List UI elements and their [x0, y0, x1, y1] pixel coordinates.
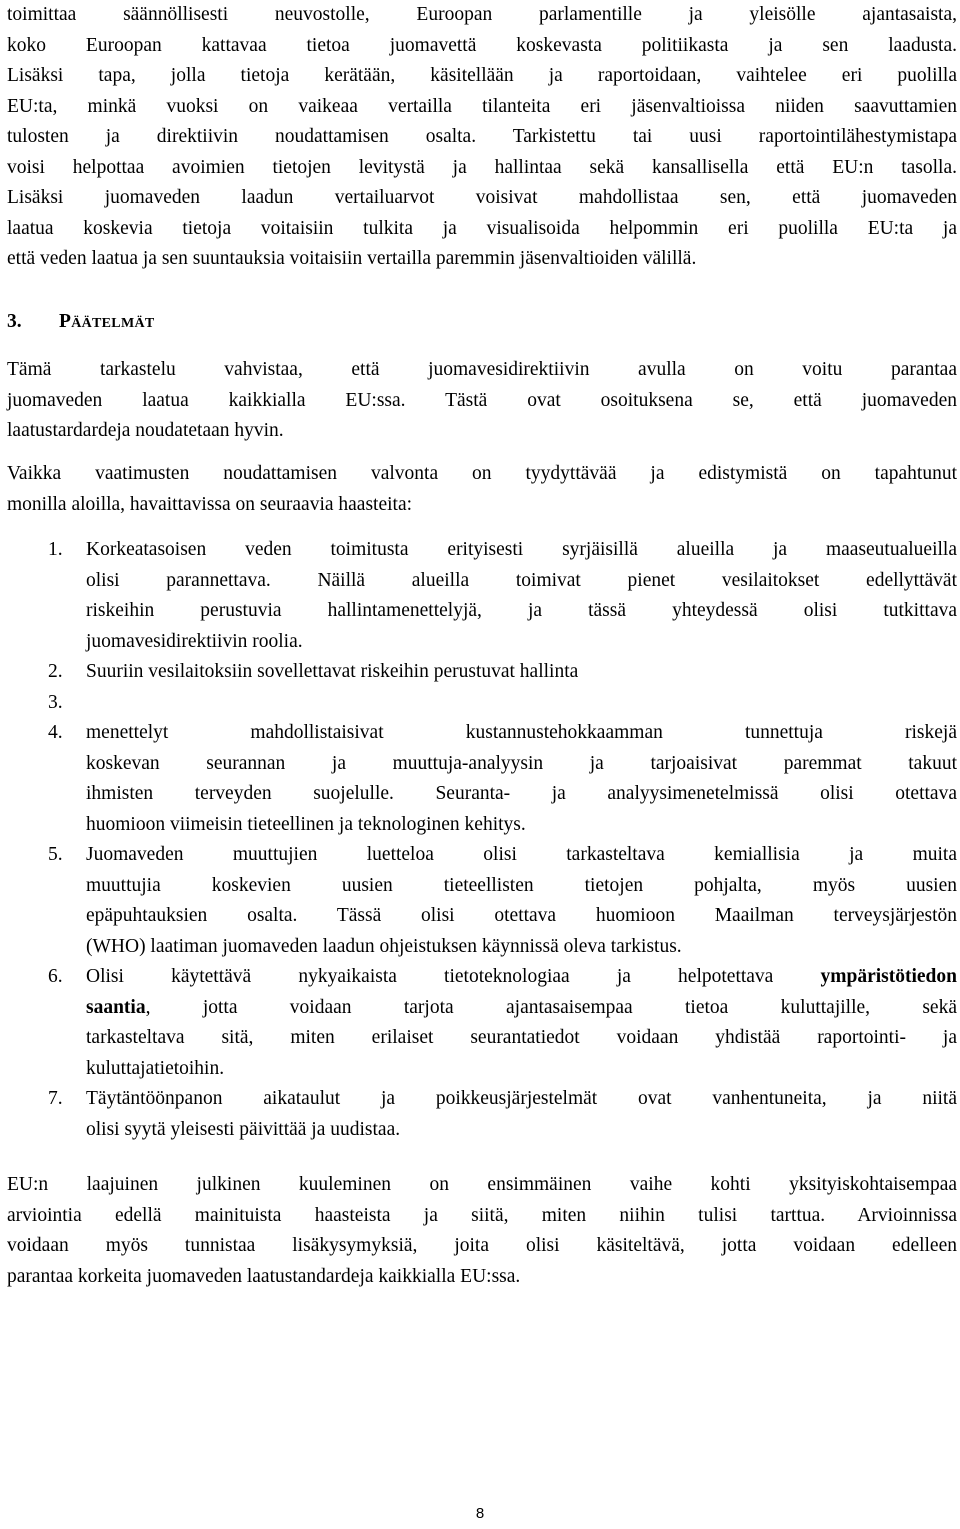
list-number: 1.	[48, 539, 63, 560]
challenges-list	[0, 535, 960, 1145]
list-number: 6.	[48, 966, 63, 987]
text-line: riskeihin perustuvia hallintamenettelyjä, ja tässä yhteydessä olisi tutkittava	[86, 600, 957, 621]
list-number: 3.	[48, 691, 63, 713]
list-item	[0, 657, 960, 688]
list-item	[0, 962, 960, 1084]
text-line: juomaveden laatua kaikkialla EU:ssa. Tästä ovat osoituksena se, että juomaveden	[7, 389, 957, 411]
text-line	[86, 962, 957, 993]
text-line: huomioon viimeisin tieteellinen ja teknologinen kehitys.	[86, 813, 526, 835]
text-line: menettelyt mahdollistaisivat kustannustehokkaamman tunnettuja riskejä	[86, 722, 957, 743]
text-line: että veden laatua ja sen suuntauksia voitaisiin vertailla paremmin jäsenvaltioiden välillä.	[7, 248, 697, 269]
challenges-paragraph	[7, 459, 957, 520]
text-line: parantaa korkeita juomaveden laatustandardeja kaikkialla EU:ssa.	[7, 1265, 521, 1287]
list-number: 4.	[48, 722, 63, 743]
text-line: Suuriin vesilaitoksiin sovellettavat riskeihin perustuvat hallinta	[86, 661, 579, 682]
text-line: tarkasteltava sitä, miten erilaiset seurantatiedot voidaan yhdistää raportointi- ja	[86, 1027, 957, 1048]
text-line: ihmisten terveyden suojelulle. Seuranta- ja analyysimenetelmissä olisi otettava	[86, 783, 957, 804]
list-item	[0, 1084, 960, 1145]
text-line: voidaan myös tunnistaa lisäkysymyksiä, joita olisi käsiteltävä, jotta voidaan edelleen	[7, 1235, 957, 1256]
text-line	[86, 993, 957, 1024]
page-number: 8	[475, 1505, 485, 1522]
emphasis-text: ympäristötiedon	[820, 966, 957, 987]
text-line: toimittaa säännöllisesti neuvostolle, Euroopan parlamentille ja yleisölle ajantasaista,	[7, 4, 957, 25]
text-line: monilla aloilla, havaittavissa on seuraavia haasteita:	[7, 493, 413, 515]
final-paragraph	[7, 1170, 957, 1292]
text-line: koko Euroopan kattavaa tietoa juomavettä koskevasta politiikasta ja sen laadusta.	[7, 34, 957, 56]
conclusion-paragraph	[7, 355, 957, 447]
text-fragment: Olisi käytettävä nykyaikaista tietoteknologiaa ja helpotettava	[86, 966, 821, 987]
text-line: tulosten ja direktiivin noudattamisen osalta. Tarkistettu tai uusi raportointilähestymistapa	[7, 126, 957, 147]
list-item	[0, 688, 960, 719]
text-line	[86, 688, 957, 719]
text-line: Lisäksi juomaveden laadun vertailuarvot voisivat mahdollistaa sen, että juomaveden	[7, 187, 957, 208]
list-item	[0, 535, 960, 657]
text-line: Lisäksi tapa, jolla tietoja kerätään, käsitellään ja raportoidaan, vaihtelee eri puolilla	[7, 65, 957, 86]
text-line: koskevan seurannan ja muuttuja-analyysin ja tarjoaisivat paremmat takuut	[86, 752, 957, 774]
text-line: Tämä tarkastelu vahvistaa, että juomavesidirektiivin avulla on voitu parantaa	[7, 359, 957, 380]
text-line: voisi helpottaa avoimien tietojen levitystä ja hallintaa sekä kansallisella että EU:n tasolla.	[7, 156, 957, 178]
text-line: (WHO) laatiman juomaveden laadun ohjeistuksen käynnissä oleva tarkistus.	[86, 935, 682, 957]
text-line: olisi parannettava. Näillä alueilla toimivat pienet vesilaitokset edellyttävät	[86, 569, 957, 591]
intro-paragraph	[7, 0, 957, 275]
text-line: Korkeatasoisen veden toimitusta erityisesti syrjäisillä alueilla ja maaseutualueilla	[86, 539, 957, 560]
list-item	[0, 718, 960, 840]
list-number: 5.	[48, 844, 63, 865]
text-line: epäpuhtauksien osalta. Tässä olisi otettava huomioon Maailman terveysjärjestön	[86, 905, 957, 926]
text-line: juomavesidirektiivin roolia.	[86, 630, 303, 652]
section-number: 3.	[7, 311, 22, 332]
text-line: laatustardardeja noudatetaan hyvin.	[7, 420, 284, 441]
list-number: 2.	[48, 661, 63, 682]
text-line: olisi syytä yleisesti päivittää ja uudistaa.	[86, 1118, 401, 1140]
section-heading	[7, 311, 155, 333]
text-line: muuttujia koskevien uusien tieteellisten tietojen pohjalta, myös uusien	[86, 874, 957, 896]
text-line: Täytäntöönpanon aikataulut ja poikkeusjärjestelmät ovat vanhentuneita, ja niitä	[86, 1088, 957, 1109]
emphasis-text: saantia	[86, 996, 146, 1018]
text-line: arviointia edellä mainituista haasteista ja siitä, miten niihin tulisi tarttua. Arvioinnissa	[7, 1204, 957, 1226]
list-number: 7.	[48, 1088, 63, 1109]
text-line: laatua koskevia tietoja voitaisiin tulkita ja visualisoida helpommin eri puolilla EU:ta ja	[7, 217, 957, 239]
list-item	[0, 840, 960, 962]
text-line: Juomaveden muuttujien luetteloa olisi tarkasteltava kemiallisia ja muita	[86, 844, 957, 865]
section-title: Päätelmät	[59, 311, 155, 332]
text-fragment: , jotta voidaan tarjota ajantasaisempaa tietoa kuluttajille, sekä	[145, 996, 957, 1018]
text-line: EU:ta, minkä vuoksi on vaikeaa vertailla tilanteita eri jäsenvaltioissa niiden saavuttamien	[7, 95, 957, 117]
text-line: Vaikka vaatimusten noudattamisen valvonta on tyydyttävää ja edistymistä on tapahtunut	[7, 463, 957, 484]
text-line: EU:n laajuinen julkinen kuuleminen on ensimmäinen vaihe kohti yksityiskohtaisempaa	[7, 1174, 957, 1195]
text-line: kuluttajatietoihin.	[86, 1057, 225, 1079]
